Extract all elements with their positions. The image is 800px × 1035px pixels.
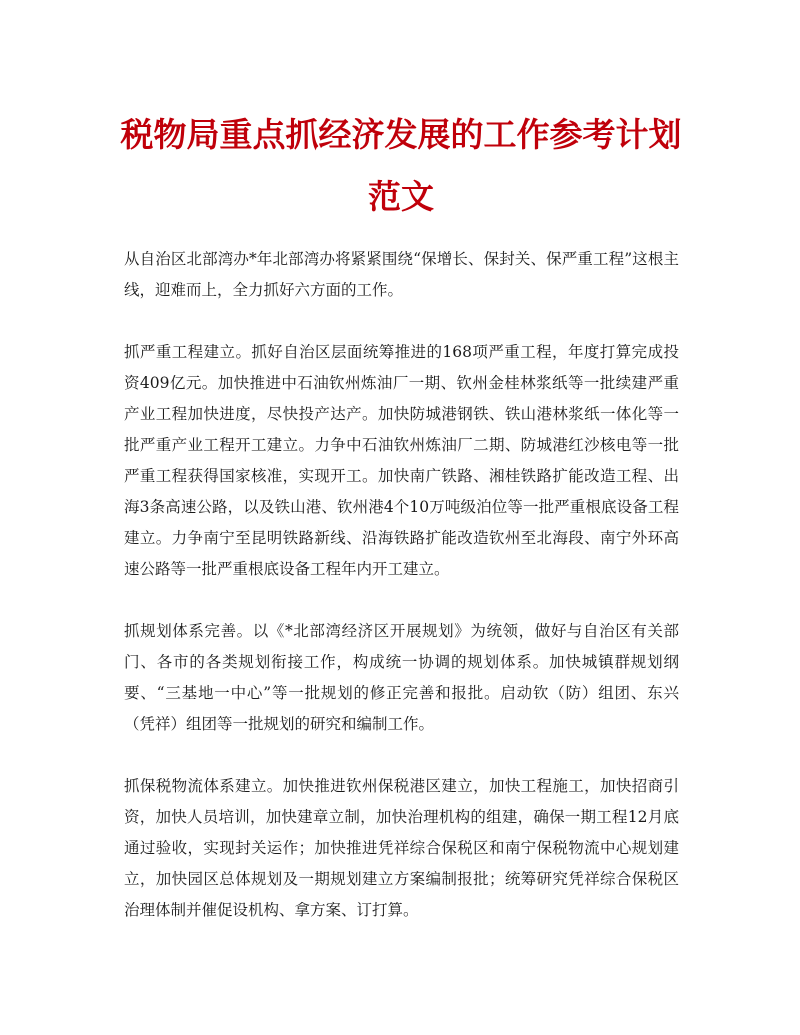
paragraph-bonded-logistics: 抓保税物流体系建立。加快推进钦州保税港区建立，加快工程施工，加快招商引资，加快人员培训，加快建章立制，加快治理机构的组建，确保一期工程12月底通过验收，实现封关运作；加快推进凭祥综合保税区和南宁保税物流中心规划建立，加快园区总体规划及一期规划建立方案编制报批；统筹研究凭祥综合保税区治理体制并催促设机构、拿方案、订打算。 bbox=[124, 777, 679, 919]
document-title: 税物局重点抓经济发展的工作参考计划范文 bbox=[120, 115, 682, 216]
paragraph-major-projects: 抓严重工程建立。抓好自治区层面统筹推进的168项严重工程，年度打算完成投资409亿元。加快推进中石油钦州炼油厂一期、钦州金桂林浆纸等一批续建严重产业工程加快进度，尽快投产达产。加快防城港钢铁、铁山港林浆纸一体化等一批严重产业工程开工建立。力争中石油钦州炼油厂二期、防城港红沙核电等一批严重工程获得国家核准，实现开工。加快南广铁路、湘桂铁路扩能改造工程、出海3条高速公路，以及铁山港、钦州港4个10万吨级泊位等一批严重根底设备工程建立。力争南宁至昆明铁路新线、沿海铁路扩能改造钦州至北海段、南宁外环高速公路等一批严重根底设备工程年内开工建立。 bbox=[124, 343, 679, 578]
paragraph-intro: 从自治区北部湾办*年北部湾办将紧紧围绕“保增长、保封关、保严重工程”这根主线，迎难而上，全力抓好六方面的工作。 bbox=[124, 250, 679, 299]
document-body bbox=[124, 244, 679, 957]
paragraph-planning-system: 抓规划体系完善。以《*北部湾经济区开展规划》为统领，做好与自治区有关部门、各市的各类规划衔接工作，构成统一协调的规划体系。加快城镇群规划纲要、“三基地一中心”等一批规划的修正完善和报批。启动钦（防）组团、东兴（凭祥）组团等一批规划的研究和编制工作。 bbox=[124, 622, 679, 733]
